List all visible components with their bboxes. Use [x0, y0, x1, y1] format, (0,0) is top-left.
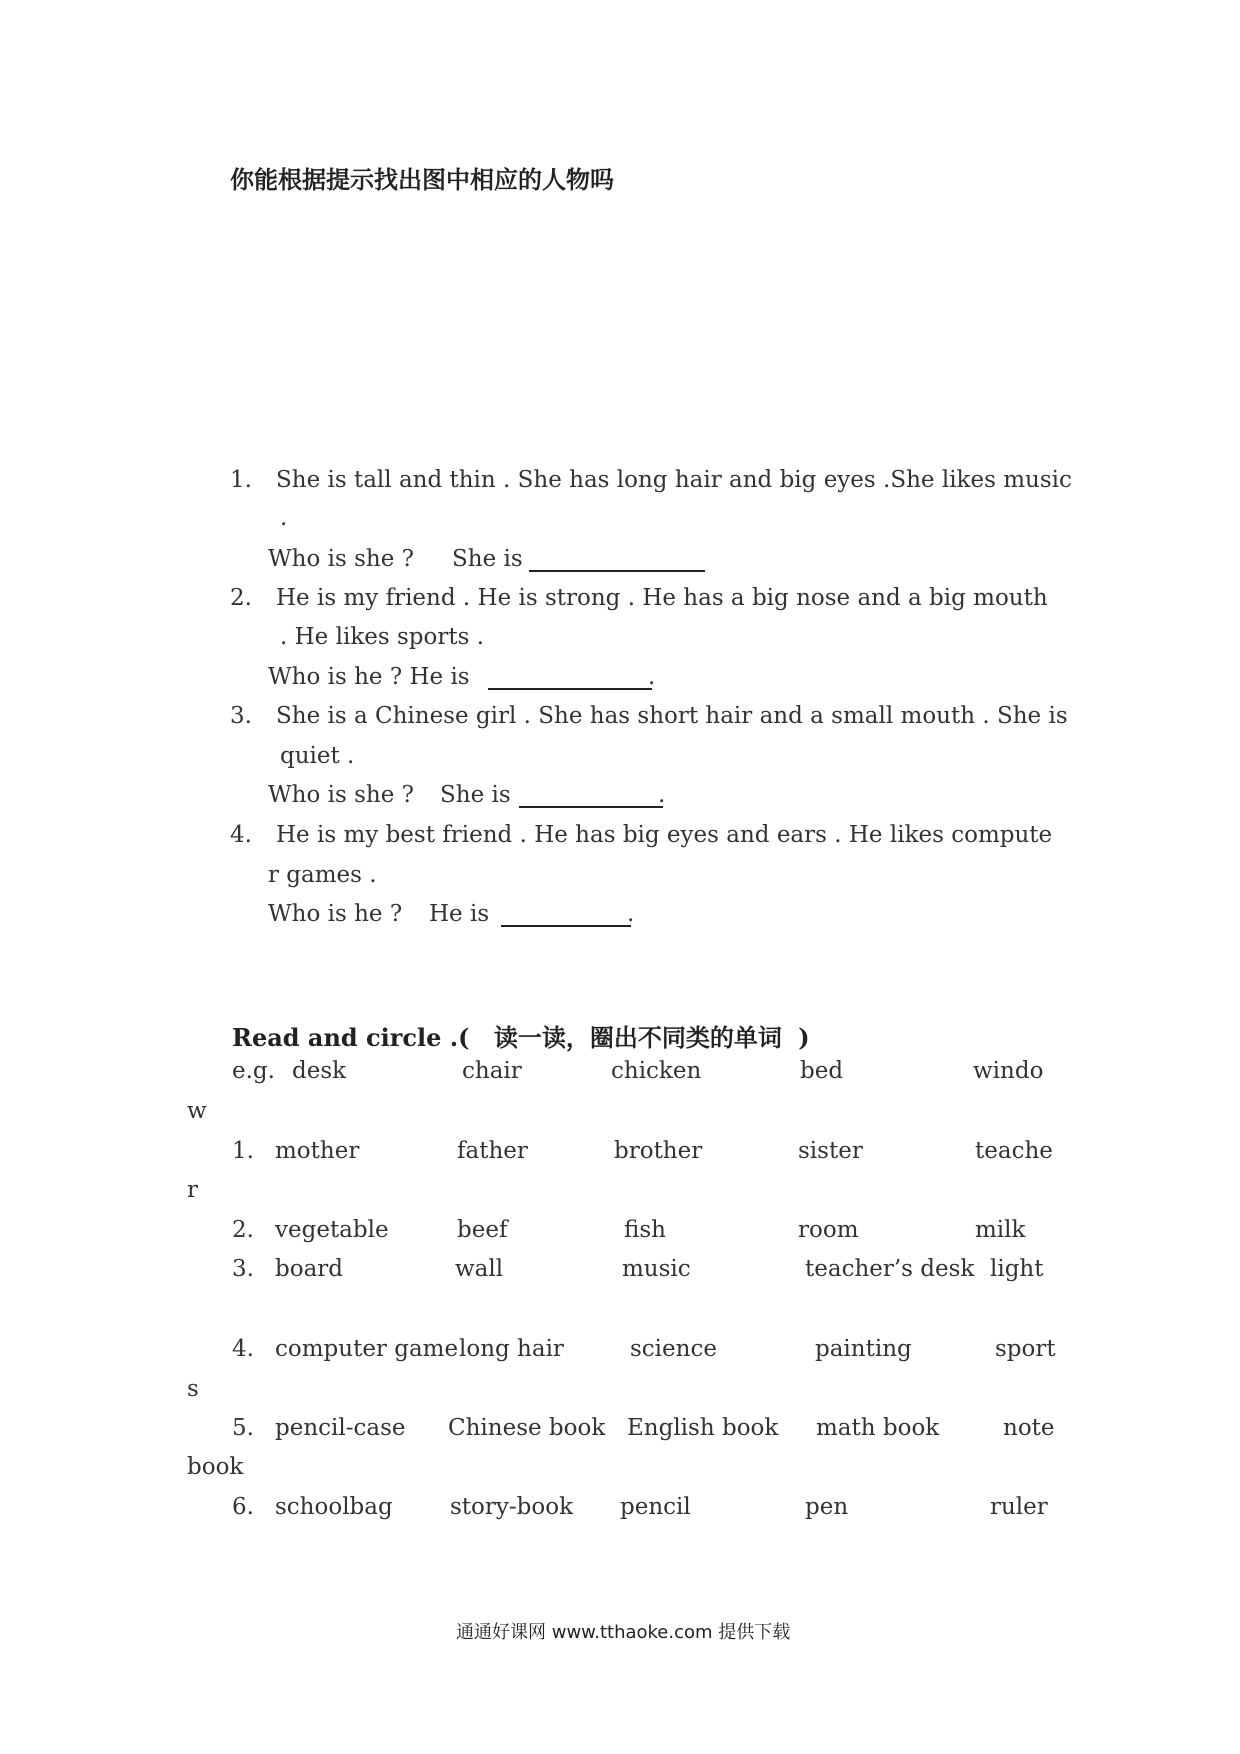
list-item[interactable]: wall: [455, 1256, 504, 1282]
page-footer: 通通好课网 www.tthaoke.com 提供下载: [456, 1622, 791, 1643]
question-2-text: He is my friend . He is strong . He has a big nose and a big mouth: [276, 585, 1048, 611]
question-4-text-cont: r games .: [268, 862, 377, 888]
question-4-end: .: [627, 901, 635, 927]
list-item[interactable]: windo: [973, 1058, 1044, 1084]
read-circle-heading-close: ): [798, 1023, 810, 1052]
list-item[interactable]: pen: [805, 1494, 849, 1520]
question-2-text-cont: . He likes sports .: [280, 624, 485, 650]
question-3-text-cont: quiet .: [280, 743, 355, 769]
question-3-end: .: [658, 782, 666, 808]
list-item[interactable]: mother: [275, 1138, 360, 1164]
question-2-ask: Who is he ? He is: [268, 664, 470, 690]
question-1-ask: Who is she ?: [268, 546, 414, 572]
read-circle-heading-en: Read and circle .(: [232, 1023, 470, 1052]
list-item[interactable]: painting: [815, 1336, 912, 1362]
question-4-answer-prefix: He is: [429, 901, 490, 927]
question-1-number: 1.: [230, 467, 252, 493]
question-2-answer-blank[interactable]: [488, 668, 652, 690]
list-item[interactable]: beef: [457, 1217, 508, 1243]
list-item[interactable]: Chinese book: [448, 1415, 606, 1441]
list-item[interactable]: father: [457, 1138, 528, 1164]
list-item[interactable]: sister: [798, 1138, 863, 1164]
list-item[interactable]: English book: [627, 1415, 779, 1441]
list-item[interactable]: desk: [292, 1058, 347, 1084]
row-3-number: 3.: [232, 1256, 254, 1282]
list-item-wrap: s: [187, 1376, 199, 1402]
question-3-number: 3.: [230, 703, 252, 729]
read-circle-heading-cn: 读一读，圈出不同类的单词: [493, 1024, 782, 1052]
row-1-number: 1.: [232, 1138, 254, 1164]
row-5-number: 5.: [232, 1415, 254, 1441]
page-title: 你能根据提示找出图中相应的人物吗: [230, 166, 614, 194]
list-item[interactable]: room: [798, 1217, 859, 1243]
list-item[interactable]: light: [990, 1256, 1044, 1282]
list-item[interactable]: pencil: [620, 1494, 691, 1520]
list-item[interactable]: pencil-case: [275, 1415, 406, 1441]
list-item[interactable]: ruler: [990, 1494, 1048, 1520]
question-4-text: He is my best friend . He has big eyes and ears . He likes compute: [276, 822, 1053, 848]
list-item[interactable]: story-book: [450, 1494, 574, 1520]
list-item[interactable]: math book: [816, 1415, 940, 1441]
question-4-number: 4.: [230, 822, 252, 848]
list-item[interactable]: brother: [614, 1138, 703, 1164]
list-item-wrap: book: [187, 1454, 244, 1480]
list-item-wrap: r: [187, 1177, 198, 1203]
list-item[interactable]: fish: [624, 1217, 666, 1243]
list-item[interactable]: milk: [975, 1217, 1026, 1243]
list-item[interactable]: schoolbag: [275, 1494, 393, 1520]
question-1-text: She is tall and thin . She has long hair and big eyes .She likes music: [276, 467, 1072, 493]
question-2-number: 2.: [230, 585, 252, 611]
question-1-text-cont: .: [280, 505, 288, 531]
list-item[interactable]: music: [622, 1256, 691, 1282]
list-item[interactable]: chicken: [611, 1058, 702, 1084]
question-1-answer-blank[interactable]: [529, 550, 705, 572]
list-item-wrap: w: [187, 1098, 207, 1124]
read-circle-heading: [232, 1018, 810, 1053]
question-3-answer-blank[interactable]: [519, 786, 663, 808]
question-2-end: .: [648, 664, 656, 690]
question-3-text: She is a Chinese girl . She has short hair and a small mouth . She is: [276, 703, 1068, 729]
list-item[interactable]: science: [630, 1336, 717, 1362]
question-4-answer-blank[interactable]: [501, 905, 631, 927]
list-item[interactable]: chair: [462, 1058, 522, 1084]
list-item[interactable]: vegetable: [275, 1217, 389, 1243]
list-item[interactable]: teache: [975, 1138, 1053, 1164]
list-item[interactable]: teacher’s desk: [805, 1256, 975, 1282]
question-3-answer-prefix: She is: [440, 782, 511, 808]
list-item[interactable]: note: [1003, 1415, 1055, 1441]
list-item[interactable]: board: [275, 1256, 344, 1282]
list-item[interactable]: computer game: [275, 1336, 459, 1362]
question-4-ask: Who is he ?: [268, 901, 403, 927]
row-4-number: 4.: [232, 1336, 254, 1362]
list-item[interactable]: long hair: [459, 1336, 564, 1362]
question-1-answer-prefix: She is: [452, 546, 523, 572]
row-6-number: 6.: [232, 1494, 254, 1520]
list-item[interactable]: sport: [995, 1336, 1056, 1362]
row-2-number: 2.: [232, 1217, 254, 1243]
row-eg-number: e.g.: [232, 1058, 275, 1084]
question-3-ask: Who is she ?: [268, 782, 414, 808]
list-item[interactable]: bed: [800, 1058, 844, 1084]
